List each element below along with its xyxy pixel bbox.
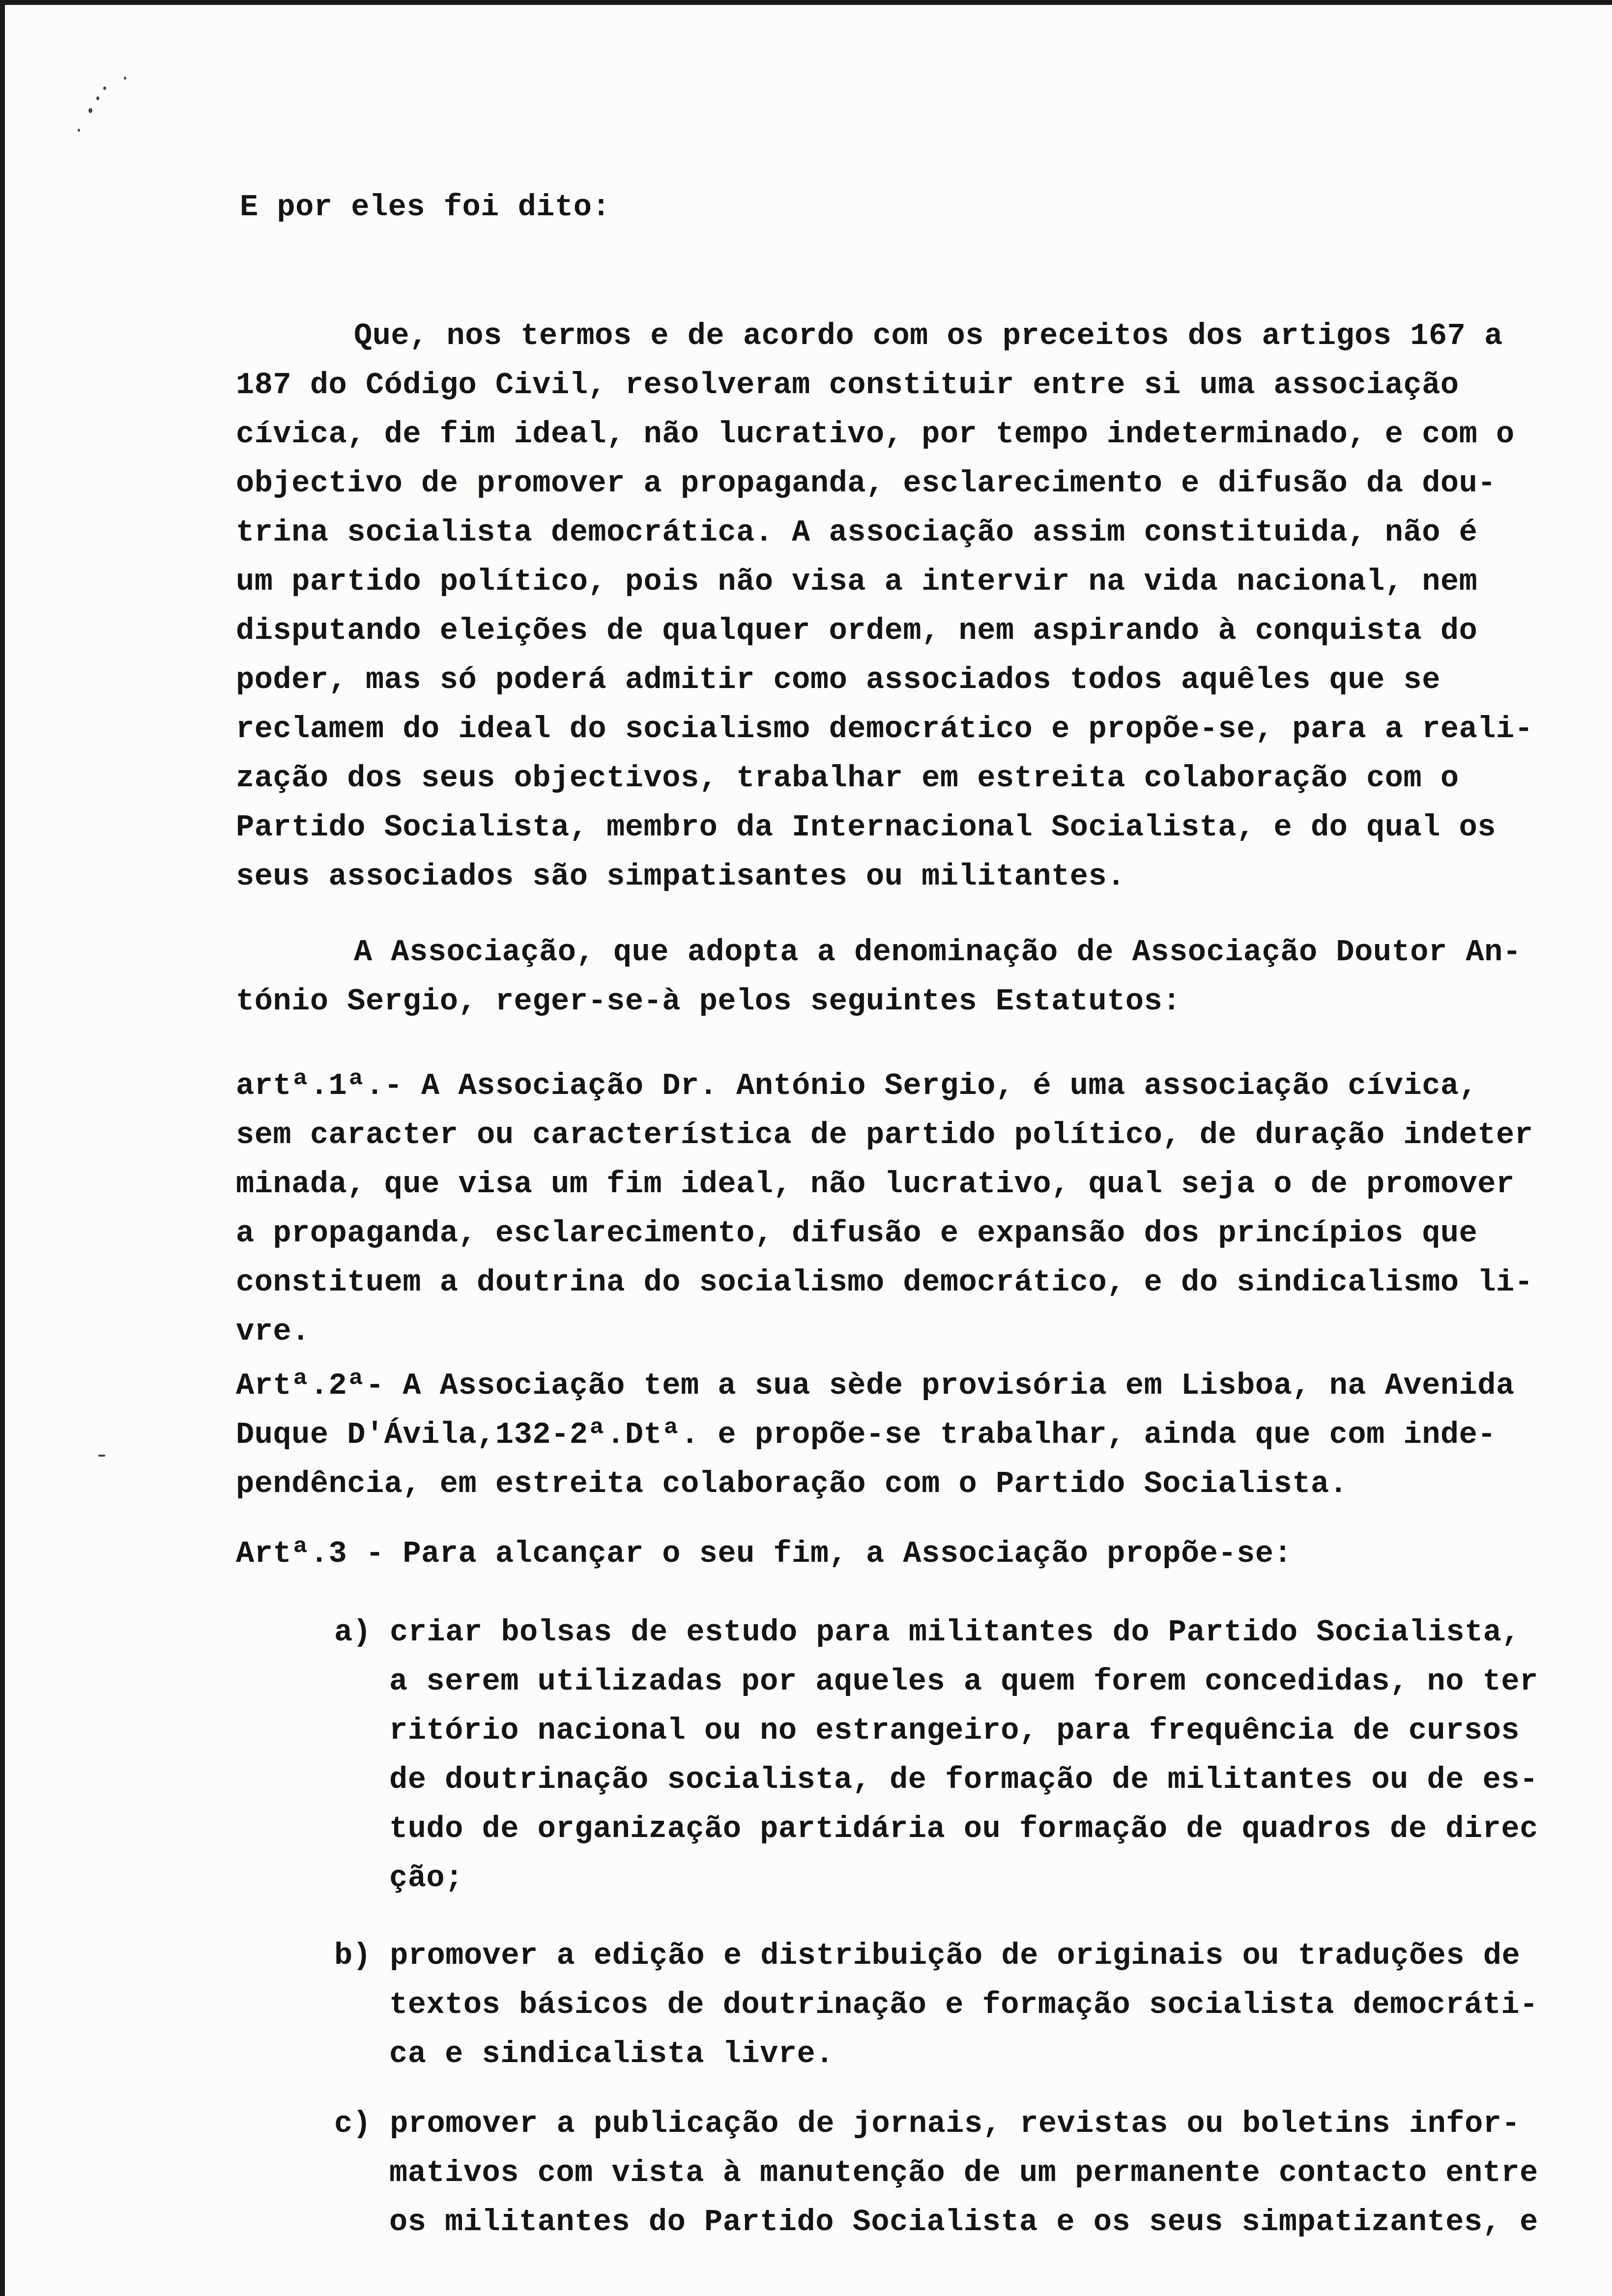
text-line: zação dos seus objectivos, trabalhar em estreita colaboração com o: [236, 761, 1459, 796]
ink-speck: [98, 1455, 105, 1457]
ink-speck: [78, 129, 80, 132]
text-line: c) promover a publicação de jornais, revistas ou boletins infor-: [334, 2106, 1521, 2141]
text-line: A Associação, que adopta a denominação de Associação Doutor An-: [354, 935, 1522, 970]
text-line: a propaganda, esclarecimento, difusão e expansão dos princípios que: [236, 1216, 1478, 1251]
ink-speck: [96, 96, 99, 100]
text-line: Que, nos termos e de acordo com os preceitos dos artigos 167 a: [354, 318, 1503, 353]
text-line: vre.: [236, 1314, 310, 1349]
ink-speck: [124, 77, 126, 80]
text-line: pendência, em estreita colaboração com o Partido Socialista.: [236, 1466, 1348, 1501]
text-line: disputando eleições de qualquer ordem, nem aspirando à conquista do: [236, 613, 1478, 648]
text-line: a serem utilizadas por aqueles a quem forem concedidas, no ter: [389, 1664, 1538, 1699]
text-line: Artª.2ª- A Associação tem a sua sède provisória em Lisboa, na Avenida: [236, 1368, 1515, 1403]
text-line: trina socialista democrática. A associação assim constituida, não é: [236, 515, 1478, 550]
text-line: minada, que visa um fim ideal, não lucrativo, qual seja o de promover: [236, 1167, 1515, 1202]
text-line: ção;: [389, 1861, 463, 1895]
text-line: textos básicos de doutrinação e formação socialista democráti-: [389, 1987, 1538, 2022]
section-heading: E por eles foi dito:: [240, 190, 611, 225]
text-line: reclamem do ideal do socialismo democrático e propõe-se, para a reali-: [236, 712, 1533, 746]
text-line: Partido Socialista, membro da Internacional Socialista, e do qual os: [236, 810, 1497, 845]
scan-border-top: [0, 0, 1612, 5]
text-line: tudo de organização partidária ou formação de quadros de direc: [389, 1811, 1538, 1846]
scan-border-left: [0, 0, 5, 2296]
text-line: tónio Sergio, reger-se-à pelos seguintes Estatutos:: [236, 984, 1181, 1019]
text-line: Duque D'Ávila,132-2ª.Dtª. e propõe-se trabalhar, ainda que com inde-: [236, 1417, 1497, 1452]
text-line: constituem a doutrina do socialismo democrático, e do sindicalismo li-: [236, 1265, 1533, 1300]
text-line: um partido político, pois não visa a intervir na vida nacional, nem: [236, 564, 1478, 599]
text-line: mativos com vista à manutenção de um permanente contacto entre: [389, 2155, 1538, 2190]
text-line: cívica, de fim ideal, não lucrativo, por tempo indeterminado, e com o: [236, 417, 1515, 452]
ink-speck: [88, 108, 92, 113]
text-line: objectivo de promover a propaganda, esclarecimento e difusão da dou-: [236, 466, 1497, 501]
text-line: sem caracter ou característica de partido político, de duração indeter: [236, 1118, 1533, 1152]
text-line: seus associados são simpatisantes ou militantes.: [236, 859, 1125, 894]
text-line: artª.1ª.- A Associação Dr. António Sergio, é uma associação cívica,: [236, 1068, 1478, 1103]
text-line: ritório nacional ou no estrangeiro, para frequência de cursos: [389, 1713, 1520, 1748]
text-line: os militantes do Partido Socialista e os seus simpatizantes, e: [389, 2205, 1538, 2239]
text-line: poder, mas só poderá admitir como associados todos aquêles que se: [236, 662, 1440, 697]
text-line: de doutrinação socialista, de formação de militantes ou de es-: [389, 1762, 1538, 1797]
text-line: Artª.3 - Para alcançar o seu fim, a Associação propõe-se:: [236, 1536, 1293, 1571]
ink-speck: [103, 86, 106, 90]
text-line: ca e sindicalista livre.: [389, 2037, 834, 2071]
text-line: b) promover a edição e distribuição de originais ou traduções de: [334, 1938, 1521, 1973]
text-line: 187 do Código Civil, resolveram constituir entre si uma associação: [236, 368, 1459, 402]
text-line: a) criar bolsas de estudo para militantes do Partido Socialista,: [334, 1615, 1521, 1650]
